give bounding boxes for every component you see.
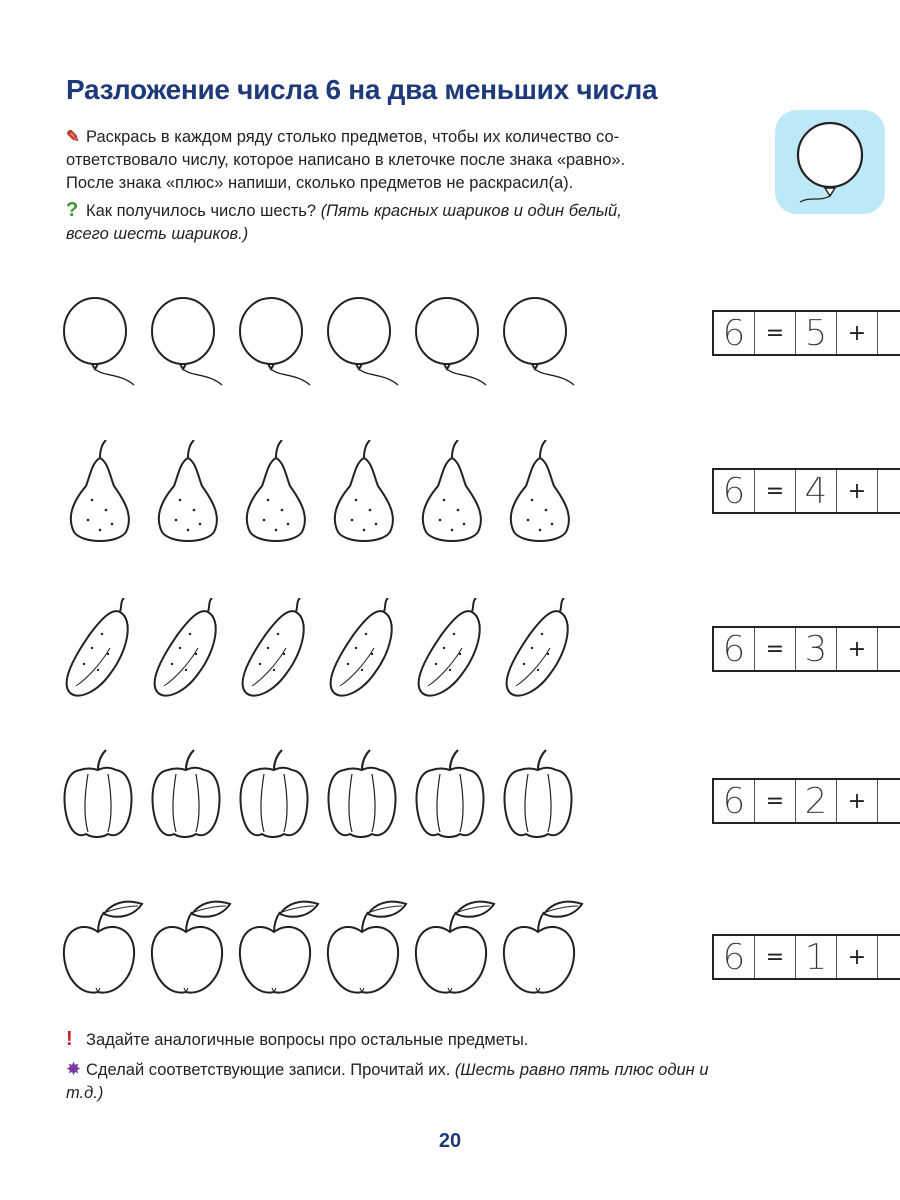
total-cell: 6 bbox=[714, 780, 755, 822]
exclamation-icon: ! bbox=[66, 1028, 73, 1050]
pepper-picture[interactable] bbox=[238, 748, 320, 856]
row-apples bbox=[62, 900, 867, 1010]
pear-picture[interactable] bbox=[62, 440, 144, 548]
pear-picture[interactable] bbox=[238, 440, 320, 548]
plus-cell: + bbox=[837, 628, 878, 670]
instructions bbox=[66, 126, 766, 250]
bottom-instructions bbox=[66, 1028, 876, 1111]
total-cell: 6 bbox=[714, 628, 755, 670]
balloon-badge bbox=[775, 110, 885, 214]
colored-count-cell: 5 bbox=[796, 312, 837, 354]
cucumber-picture[interactable] bbox=[414, 598, 496, 706]
pepper-picture[interactable] bbox=[502, 748, 584, 856]
colored-count-cell: 1 bbox=[796, 936, 837, 978]
total-cell: 6 bbox=[714, 470, 755, 512]
colored-count-cell: 3 bbox=[796, 628, 837, 670]
equals-cell: = bbox=[755, 628, 796, 670]
equals-cell: = bbox=[755, 780, 796, 822]
answer-cell[interactable] bbox=[878, 312, 900, 354]
answer-cell[interactable] bbox=[878, 936, 900, 978]
writing-task: ✸ Сделай соответствующие записи. Прочитай их. (Шесть равно пять плюс один и т.д.) bbox=[66, 1059, 709, 1102]
cucumber-picture[interactable] bbox=[326, 598, 408, 706]
apple-picture[interactable] bbox=[502, 900, 584, 1008]
cucumber-picture[interactable] bbox=[62, 598, 144, 706]
plus-cell: + bbox=[837, 470, 878, 512]
apple-picture[interactable] bbox=[62, 900, 144, 1008]
pear-picture[interactable] bbox=[414, 440, 496, 548]
pepper-picture[interactable] bbox=[150, 748, 232, 856]
question-text: ? Как получилось число шесть? (Пять красных шариков и один белый, всего шесть шариков.) bbox=[66, 199, 622, 243]
total-cell: 6 bbox=[714, 936, 755, 978]
equals-cell: = bbox=[755, 312, 796, 354]
balloon-picture[interactable] bbox=[502, 295, 584, 403]
answer-cell[interactable] bbox=[878, 628, 900, 670]
cucumber-picture[interactable] bbox=[238, 598, 320, 706]
pear-picture[interactable] bbox=[150, 440, 232, 548]
row-pears bbox=[62, 440, 867, 550]
answer-cell[interactable] bbox=[878, 470, 900, 512]
page-number: 20 bbox=[438, 1130, 462, 1152]
colored-count-cell: 2 bbox=[796, 780, 837, 822]
page-title: Разложение числа 6 на два меньших числа bbox=[66, 74, 658, 105]
apple-picture[interactable] bbox=[326, 900, 408, 1008]
row-balloons bbox=[62, 295, 867, 405]
equation-row-4 bbox=[712, 778, 900, 824]
balloon-picture[interactable] bbox=[326, 295, 408, 403]
apple-picture[interactable] bbox=[150, 900, 232, 1008]
question-icon: ? bbox=[66, 199, 79, 221]
equation-row-3 bbox=[712, 626, 900, 672]
plus-cell: + bbox=[837, 312, 878, 354]
pear-picture[interactable] bbox=[502, 440, 584, 548]
pencil-icon: ✎ bbox=[66, 128, 80, 146]
equation-row-1 bbox=[712, 310, 900, 356]
balloon-picture[interactable] bbox=[150, 295, 232, 403]
plus-cell: + bbox=[837, 936, 878, 978]
equals-cell: = bbox=[755, 470, 796, 512]
row-cucumbers bbox=[62, 598, 867, 708]
pear-picture[interactable] bbox=[326, 440, 408, 548]
pepper-picture[interactable] bbox=[62, 748, 144, 856]
plus-cell: + bbox=[837, 780, 878, 822]
balloon-picture[interactable] bbox=[414, 295, 496, 403]
apple-picture[interactable] bbox=[414, 900, 496, 1008]
answer-cell[interactable] bbox=[878, 780, 900, 822]
task-text: ✎ Раскрась в каждом ряду столько предметов, чтобы их количество со- ответствовало числу, которое написано в клеточке после знака «равно». После знака «плюс» напиши, сколько предметов не раскрасил(а). bbox=[66, 128, 626, 192]
row-peppers bbox=[62, 748, 867, 858]
pepper-picture[interactable] bbox=[414, 748, 496, 856]
star-icon: ✸ bbox=[66, 1059, 82, 1079]
apple-picture[interactable] bbox=[238, 900, 320, 1008]
cucumber-picture[interactable] bbox=[502, 598, 584, 706]
balloon-picture[interactable] bbox=[238, 295, 320, 403]
pepper-picture[interactable] bbox=[326, 748, 408, 856]
balloon-icon bbox=[775, 110, 885, 214]
equals-cell: = bbox=[755, 936, 796, 978]
equation-row-2 bbox=[712, 468, 900, 514]
total-cell: 6 bbox=[714, 312, 755, 354]
colored-count-cell: 4 bbox=[796, 470, 837, 512]
cucumber-picture[interactable] bbox=[150, 598, 232, 706]
equation-row-5 bbox=[712, 934, 900, 980]
teacher-note: ! Задайте аналогичные вопросы про остальные предметы. bbox=[66, 1028, 529, 1050]
balloon-picture[interactable] bbox=[62, 295, 144, 403]
